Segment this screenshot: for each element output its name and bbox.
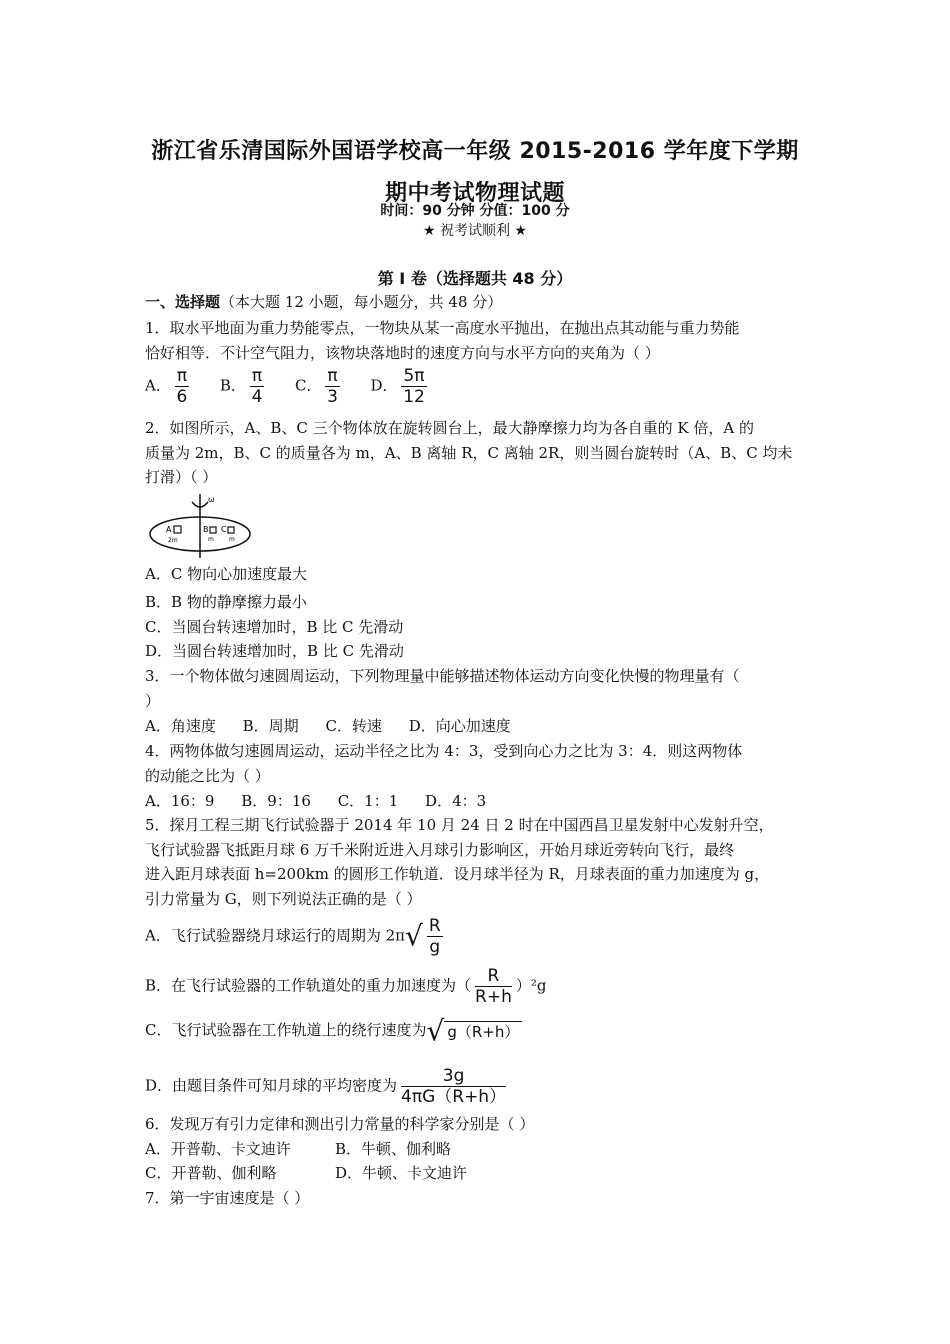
q4-options	[145, 791, 508, 811]
block-c-mass: m	[229, 536, 235, 543]
q2-option-c: C．当圆台转速增加时，B 比 C 先滑动	[145, 618, 404, 636]
q6-option-d: D．牛顿、卡文迪许	[335, 1164, 468, 1182]
q2-option-b: B．B 物的静摩擦力最小	[145, 593, 307, 611]
block-b-label: B	[203, 525, 209, 534]
q2-option-a: A．C 物向心加速度最大	[145, 565, 308, 583]
q4-option-b: B．9：16	[241, 792, 311, 810]
part-header	[145, 292, 502, 312]
exam-title-line1: 浙江省乐清国际外国语学校高一年级 2015-2016 学年度下学期	[151, 139, 799, 164]
q1-line2: 恰好相等．不计空气阻力，该物块落地时的速度方向与水平方向的夹角为（ ）	[145, 344, 660, 362]
q5-option-d: D．由题目条件可知月球的平均密度为 $\frac{3g}{4\pi G(R+h)}$	[145, 1066, 507, 1107]
q4-option-c: C．1：1	[337, 792, 399, 810]
q2-line2: 质量为 2m，B、C 的质量各为 m，A、B 离轴 R，C 离轴 2R，则当圆台旋转时（A、B、C 均未	[145, 444, 793, 462]
sqrt-symbol: √ g（R+h）	[426, 1021, 522, 1042]
block-a-label: A	[166, 525, 172, 534]
q5-option-b: B．在飞行试验器的工作轨道处的重力加速度为（ $\frac{R}{R+h}$ ）²g	[145, 966, 547, 1007]
q5-option-c: C．飞行试验器在工作轨道上的绕行速度为√ g（R+h）	[145, 1020, 522, 1042]
q3-option-c: C．转速	[325, 717, 382, 735]
section-heading: 第 I 卷（选择题共 48 分）	[377, 269, 573, 288]
q3-option-b: B．周期	[242, 717, 299, 735]
q6-line1: 6．发现万有引力定律和测出引力常量的科学家分别是（ ）	[145, 1115, 535, 1133]
sqrt-symbol: √ $\frac{R}{g}$	[405, 916, 441, 957]
q6-option-c: C．开普勒、伽利略	[145, 1164, 277, 1182]
q6-options-row1	[145, 1139, 451, 1159]
part-label: 一、选择题	[145, 293, 221, 311]
exam-title-line2: 期中考试物理试题	[384, 181, 565, 206]
q5-line2: 飞行试验器飞抵距月球 6 万千米附近进入月球引力影响区，开始月球近旁转向飞行，最终	[145, 841, 735, 859]
q2-option-d: D．当圆台转速增加时，B 比 C 先滑动	[145, 642, 404, 660]
block-a-mass: 2m	[168, 537, 178, 544]
q1-option-a: A． $\frac{\pi}{6}$	[145, 366, 188, 407]
q2-line3: 打滑）（ ）	[145, 468, 218, 486]
q5-line3: 进入距月球表面 h=200km 的圆形工作轨道．设月球半径为 R，月球表面的重力加速度为 g，	[145, 865, 770, 883]
q4-line2: 的动能之比为（ ）	[145, 767, 270, 785]
time-score-info: 时间：90 分钟 分值：100 分	[380, 203, 570, 219]
q3-options	[145, 716, 533, 736]
turntable-diagram	[140, 490, 252, 562]
q5-line4: 引力常量为 G，则下列说法正确的是（ ）	[145, 890, 422, 908]
q3-line2: ）	[145, 692, 161, 710]
q1-option-d: D． $\frac{5\pi}{12}$	[370, 366, 425, 407]
blessing-line: ★ 祝考试顺利 ★	[422, 223, 527, 239]
q3-line1: 3．一个物体做匀速圆周运动，下列物理量中能够描述物体运动方向变化快慢的物理量有（	[145, 667, 740, 685]
q5-line1: 5．探月工程三期飞行试验器于 2014 年 10 月 24 日 2 时在中国西昌卫星发射中心发射升空，	[145, 816, 774, 834]
q7-line1: 7．第一宇宙速度是（ ）	[145, 1189, 310, 1207]
q3-option-d: D．向心加速度	[408, 717, 511, 735]
q3-option-a: A．角速度	[145, 717, 216, 735]
block-b-mass: m	[208, 536, 214, 543]
q1-option-c: C． $\frac{\pi}{3}$	[294, 366, 338, 407]
part-description: （本大题 12 小题，每小题分，共 48 分）	[220, 293, 503, 311]
q6-option-a: A．开普勒、卡文迪许	[145, 1140, 291, 1158]
q4-line1: 4．两物体做匀速圆周运动，运动半径之比为 4：3，受到向心力之比为 3：4．则这两物体	[145, 742, 743, 760]
q6-option-b: B．牛顿、伽利略	[335, 1140, 452, 1158]
q1-option-b: B． $\frac{\pi}{4}$	[219, 366, 263, 407]
q6-options-row2	[145, 1163, 467, 1183]
block-c-label: C	[221, 525, 227, 534]
q5-option-a: A．飞行试验器绕月球运行的周期为 2π√ $\frac{R}{g}$	[145, 916, 447, 957]
q2-line1: 2．如图所示，A、B、C 三个物体放在旋转圆台上，最大静摩擦力均为各自重的 K 倍，A 的	[145, 419, 754, 437]
q1-options	[145, 366, 453, 407]
q1-line1: 1．取水平地面为重力势能零点，一物块从某一高度水平抛出，在抛出点其动能与重力势能	[145, 319, 740, 337]
q4-option-d: D．4：3	[425, 792, 487, 810]
omega-label: ω	[208, 495, 215, 504]
q4-option-a: A．16：9	[145, 792, 215, 810]
